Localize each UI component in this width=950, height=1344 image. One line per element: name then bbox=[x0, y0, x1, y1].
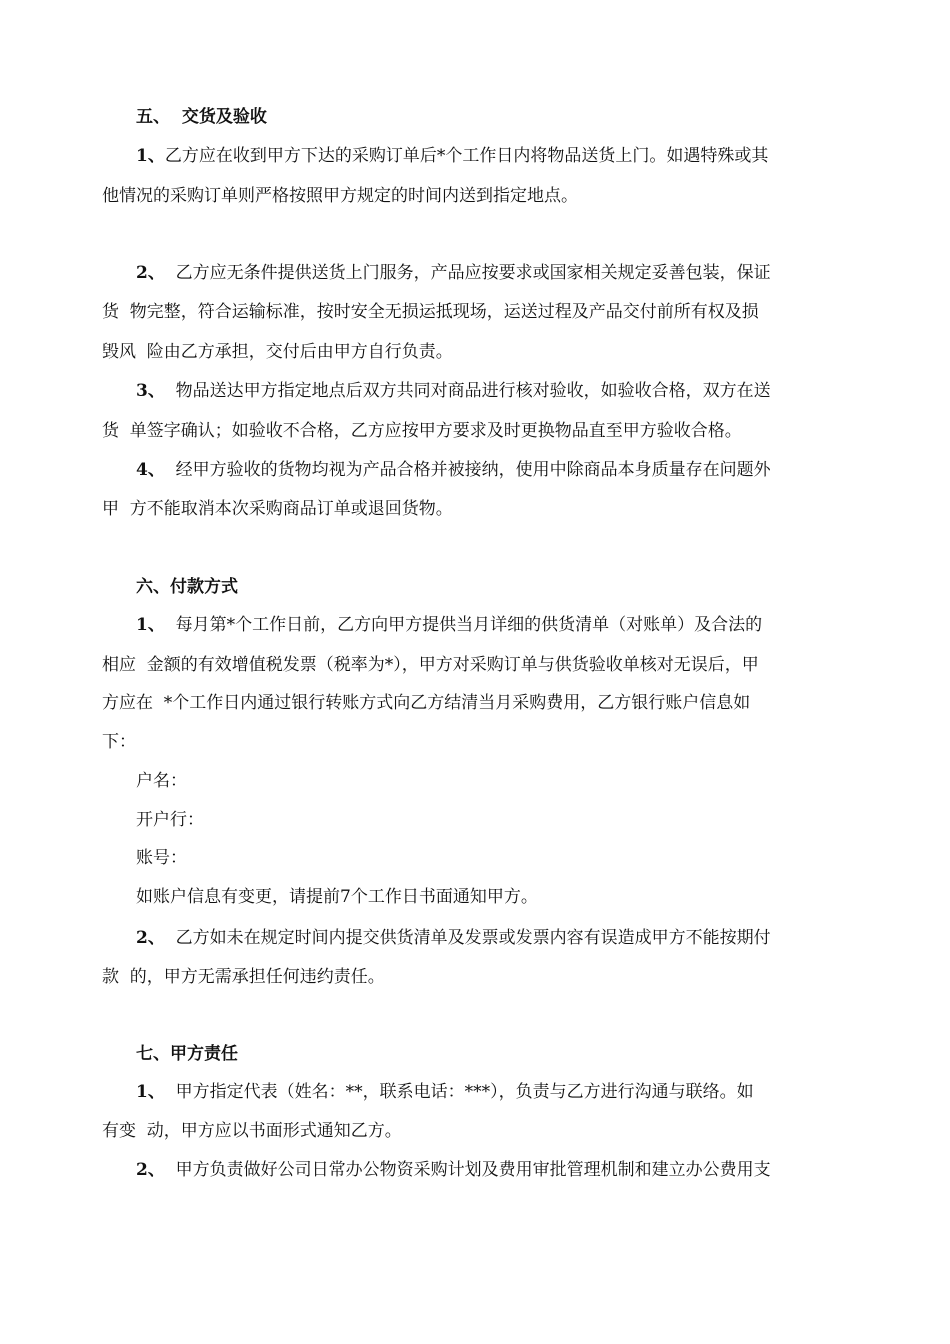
paragraph-line bbox=[136, 1159, 771, 1181]
item-number: 2、 bbox=[136, 263, 165, 283]
item-text: 乙方应无条件提供送货上门服务，产品应按要求或国家相关规定妥善包装，保证 bbox=[164, 263, 771, 283]
section-heading-party-a-duties: 七、甲方责任 bbox=[136, 1044, 238, 1064]
item-number: 3、 bbox=[136, 381, 165, 401]
item-text: 乙方如未在规定时间内提交供货清单及发票或发票内容有误造成甲方不能按期付 bbox=[164, 928, 771, 948]
item-text: 物品送达甲方指定地点后双方共同对商品进行核对验收，如验收合格，双方在送 bbox=[164, 381, 771, 401]
item-text: 甲方指定代表（姓名：**，联系电话：***），负责与乙方进行沟通与联络。如 bbox=[164, 1082, 754, 1102]
paragraph-line bbox=[136, 1081, 754, 1103]
paragraph-line: 相应 金额的有效增值税发票（税率为*），甲方对采购订单与供货验收单核对无误后，甲 bbox=[102, 655, 759, 675]
item-number: 2、 bbox=[136, 928, 165, 948]
paragraph-line: 毁风 险由乙方承担，交付后由甲方自行负责。 bbox=[102, 342, 453, 362]
item-text: 经甲方验收的货物均视为产品合格并被接纳，使用中除商品本身质量存在问题外 bbox=[164, 460, 771, 480]
item-number: 1、 bbox=[136, 146, 165, 166]
paragraph-line: 货 物完整，符合运输标准，按时安全无损运抵现场，运送过程及产品交付前所有权及损 bbox=[102, 302, 759, 322]
item-number: 4、 bbox=[136, 460, 165, 480]
item-number: 1、 bbox=[136, 1082, 165, 1102]
paragraph-line bbox=[136, 927, 771, 949]
item-text: 每月第*个工作日前，乙方向甲方提供当月详细的供货清单（对账单）及合法的 bbox=[164, 615, 763, 635]
paragraph-line: 他情况的采购订单则严格按照甲方规定的时间内送到指定地点。 bbox=[102, 186, 578, 206]
item-number: 2、 bbox=[136, 1160, 165, 1180]
paragraph-line bbox=[136, 145, 768, 167]
item-text: 乙方应在收到甲方下达的采购订单后*个工作日内将物品送货上门。如遇特殊或其 bbox=[164, 146, 769, 166]
paragraph-line: 货 单签字确认；如验收不合格，乙方应按甲方要求及时更换物品直至甲方验收合格。 bbox=[102, 421, 742, 441]
account-number-label: 账号： bbox=[136, 848, 187, 868]
item-number: 1、 bbox=[136, 615, 165, 635]
paragraph-line bbox=[136, 262, 771, 284]
paragraph-line bbox=[136, 380, 771, 402]
account-name-label: 户名： bbox=[136, 771, 187, 791]
paragraph-line: 款 的，甲方无需承担任何违约责任。 bbox=[102, 967, 385, 987]
account-bank-label: 开户行： bbox=[136, 810, 204, 830]
paragraph-line: 方应在 *个工作日内通过银行转账方式向乙方结清当月采购费用，乙方银行账户信息如 bbox=[102, 693, 751, 713]
section-heading-payment: 六、付款方式 bbox=[136, 577, 238, 597]
section-heading-delivery: 五、 交货及验收 bbox=[136, 107, 267, 127]
account-change-notice: 如账户信息有变更，请提前7个工作日书面通知甲方。 bbox=[136, 887, 538, 907]
paragraph-line bbox=[136, 459, 771, 481]
item-text: 甲方负责做好公司日常办公物资采购计划及费用审批管理机制和建立办公费用支 bbox=[164, 1160, 771, 1180]
paragraph-line bbox=[136, 614, 762, 636]
paragraph-line: 下： bbox=[102, 732, 136, 752]
paragraph-line: 甲 方不能取消本次采购商品订单或退回货物。 bbox=[102, 499, 453, 519]
paragraph-line: 有变 动，甲方应以书面形式通知乙方。 bbox=[102, 1121, 402, 1141]
